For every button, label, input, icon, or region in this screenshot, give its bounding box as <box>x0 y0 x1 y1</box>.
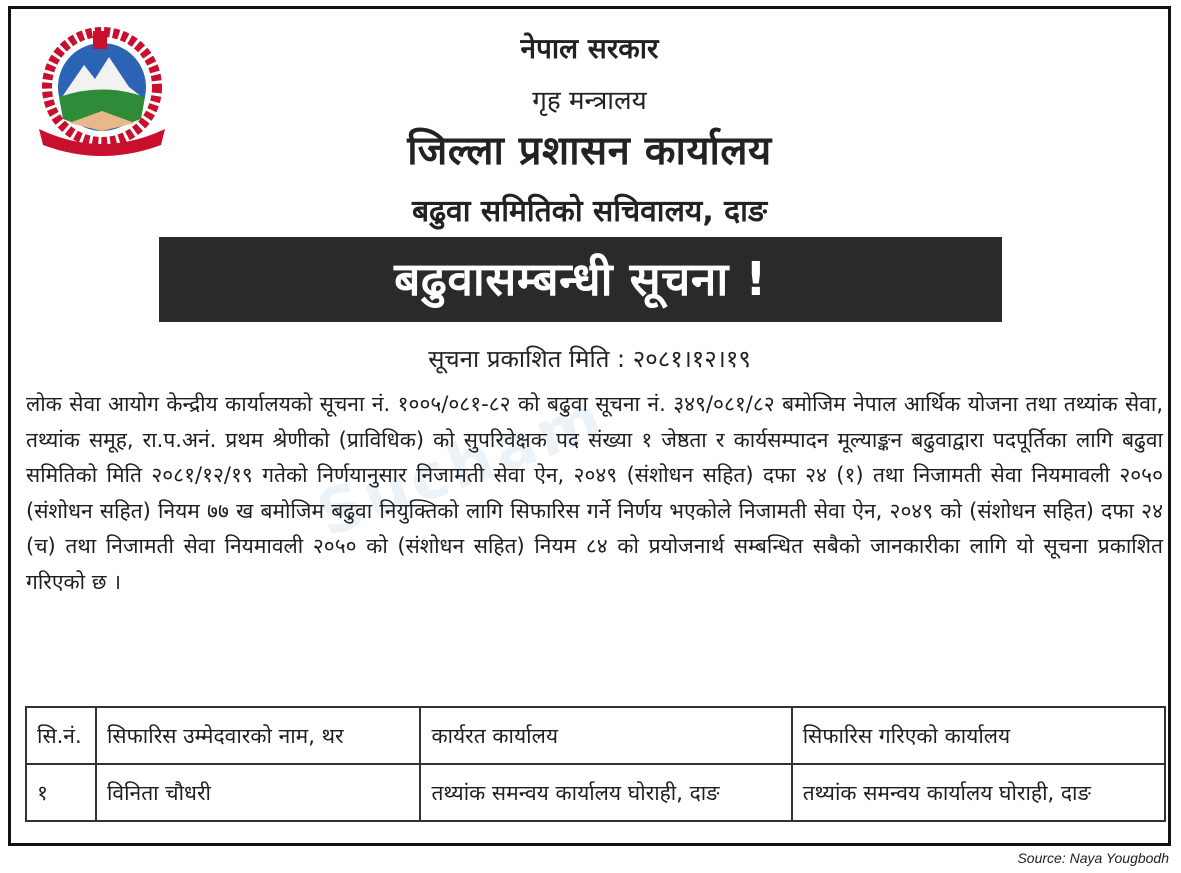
publish-date: सूचना प्रकाशित मिति : २०८१।१२।१९ <box>428 345 751 373</box>
cell-sn: १ <box>26 764 96 821</box>
table-row <box>26 764 1165 821</box>
cell-current-office: तथ्यांक समन्वय कार्यालय घोराही, दाङ <box>420 764 791 821</box>
col-header-name: सिफारिस उम्मेदवारको नाम, थर <box>96 707 420 764</box>
ministry-title: गृह मन्त्रालय <box>532 86 647 116</box>
table-header-row <box>26 707 1165 764</box>
government-title: नेपाल सरकार <box>520 32 659 65</box>
col-header-current-office: कार्यरत कार्यालय <box>420 707 791 764</box>
cell-recommended-office: तथ्यांक समन्वय कार्यालय घोराही, दाङ <box>792 764 1165 821</box>
cell-name: विनिता चौधरी <box>96 764 420 821</box>
notice-banner: बढुवासम्बन्धी सूचना ! <box>159 237 1002 322</box>
col-header-recommended-office: सिफारिस गरिएको कार्यालय <box>792 707 1165 764</box>
recommendation-table <box>25 706 1166 822</box>
watermark-text: Sucham <box>307 379 615 552</box>
notice-body: लोक सेवा आयोग केन्द्रीय कार्यालयको सूचना नं. १००५/०८१-८२ को बढुवा सूचना नं. ३४९/०८१/८२ बमोजिम नेपाल आर्थिक योजना तथा तथ्यांक सेवा, तथ्यांक समूह, रा.प.अनं. प्रथम श्रेणीको (प्राविधिक) को सुपरिवेक्षक पद संख्या १ जेष्ठता र कार्यसम्पादन मूल्याङ्कन बढुवाद्वारा पदपूर्तिका लागि बढुवा समितिको मिति २०८१/१२/१९ गतेको निर्णयानुसार निजामती सेवा ऐन, २०४९ (संशोधन सहित) दफा २४ (१) तथा निजामती सेवा नियमावली २०५० (संशोधन सहित) नियम ७७ ख बमोजिम बढुवा नियुक्तिको लागि सिफारिस गर्ने निर्णय भएकोले निजामती सेवा ऐन, २०४९ को (संशोधन सहित) दफा २४ (च) तथा निजामती सेवा नियमावली २०५० को (संशोधन सहित) नियम ८४ को प्रयोजनार्थ सम्बन्धित सबैको जानकारीका लागि यो सूचना प्रकाशित गरिएको छ । <box>26 392 1163 594</box>
secretariat-title: बढुवा समितिको सचिवालय, दाङ <box>412 194 767 229</box>
office-title: जिल्ला प्रशासन कार्यालय <box>407 128 772 174</box>
source-credit: Source: Naya Yougbodh <box>1017 850 1169 866</box>
col-header-sn: सि.नं. <box>26 707 96 764</box>
notice-frame <box>8 6 1171 846</box>
